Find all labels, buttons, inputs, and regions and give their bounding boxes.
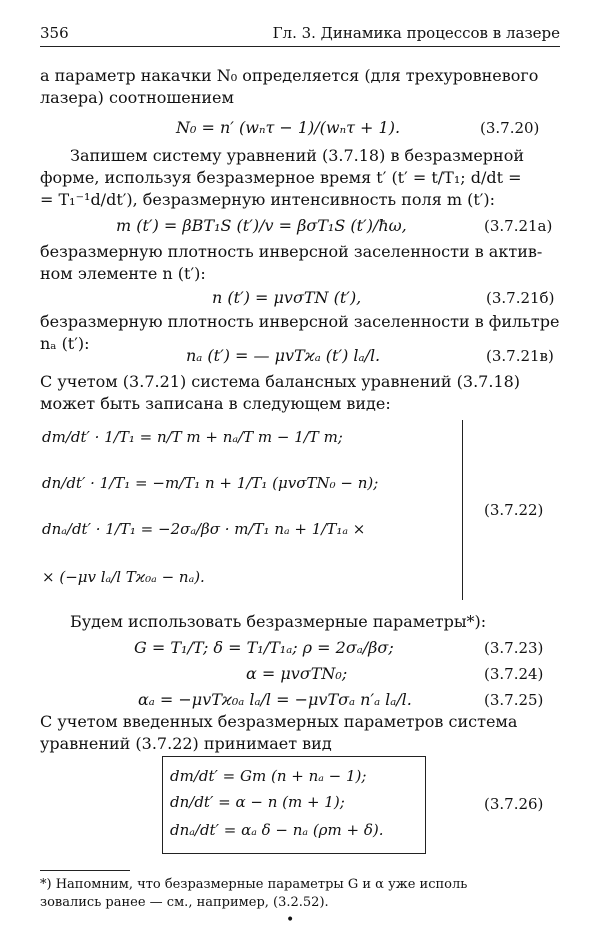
paragraph-line: безразмерную плотность инверсной заселенности в фильтре <box>40 312 560 331</box>
equation-3-7-21a: m (t′) = βBT₁S (t′)/v = βσT₁S (t′)/ħω, <box>116 216 407 235</box>
equation-number: (3.7.21в) <box>486 347 554 365</box>
footnote-rule <box>40 870 130 871</box>
equation-3-7-21v: nₐ (t′) = — μvTϰₐ (t′) lₐ/l. <box>186 346 381 365</box>
system-equation-line: dnₐ/dt′ · 1/T₁ = −2σₐ/βσ · m/T₁ nₐ + 1/T₁ₐ × <box>42 520 366 538</box>
boxed-equation-line: dm/dt′ = Gm (n + nₐ − 1); <box>170 767 367 785</box>
paragraph-line: = T₁⁻¹d/dt′), безразмерную интенсивность поля m (t′): <box>40 190 496 209</box>
equation-3-7-20: N₀ = n′ (wₙτ − 1)/(wₙτ + 1). <box>176 118 401 137</box>
paragraph-line: а параметр накачки N₀ определяется (для трехуровневого <box>40 66 539 85</box>
paragraph-line: ном элементе n (t′): <box>40 264 206 283</box>
equation-number: (3.7.20) <box>480 119 540 137</box>
paragraph-line: уравнений (3.7.22) принимает вид <box>40 734 332 753</box>
paragraph-line: лазера) соотношением <box>40 88 234 107</box>
paragraph-line: безразмерную плотность инверсной заселенности в актив- <box>40 242 543 261</box>
system-brace <box>452 420 463 600</box>
paragraph-line: С учетом (3.7.21) система балансных уравнений (3.7.18) <box>40 372 521 391</box>
equation-number: (3.7.23) <box>484 639 544 657</box>
equation-number: (3.7.24) <box>484 665 544 683</box>
equation-number: (3.7.26) <box>484 795 544 813</box>
page-header <box>40 22 560 47</box>
equation-number: (3.7.22) <box>484 501 544 519</box>
equation-number: (3.7.21б) <box>486 289 555 307</box>
footnote-line: зовались ранее — см., например, (3.2.52). <box>40 895 329 910</box>
footnote-line: *) Напомним, что безразмерные параметры G и α уже исполь <box>40 877 468 892</box>
system-equation-line: dm/dt′ · 1/T₁ = n/T m + nₐ/T m − 1/T m; <box>42 428 343 446</box>
bottom-mark: • <box>286 912 295 928</box>
paragraph-line: С учетом введенных безразмерных параметров система <box>40 712 518 731</box>
boxed-equation-line: dn/dt′ = α − n (m + 1); <box>170 793 345 811</box>
equation-number: (3.7.25) <box>484 691 544 709</box>
running-title: Гл. 3. Динамика процессов в лазере <box>272 24 560 42</box>
equation-3-7-25: αₐ = −μvTϰ₀ₐ lₐ/l = −μvTσₐ n′ₐ lₐ/l. <box>138 690 412 709</box>
equation-3-7-23: G = T₁/T; δ = T₁/T₁ₐ; ρ = 2σₐ/βσ; <box>134 638 394 657</box>
page-number: 356 <box>40 24 69 42</box>
system-equation-line: dn/dt′ · 1/T₁ = −m/T₁ n + 1/T₁ (μvσTN₀ − n); <box>42 474 379 492</box>
paragraph-line: Будем использовать безразмерные параметры*): <box>70 612 487 631</box>
paragraph-line: может быть записана в следующем виде: <box>40 394 391 413</box>
paragraph-line: форме, используя безразмерное время t′ (t′ = t/T₁; d/dt = <box>40 168 522 187</box>
equation-3-7-24: α = μvσTN₀; <box>246 664 348 683</box>
equation-3-7-21b: n (t′) = μvσTN (t′), <box>212 288 362 307</box>
boxed-equation-line: dnₐ/dt′ = αₐ δ − nₐ (ρm + δ). <box>170 821 384 839</box>
paragraph-line: nₐ (t′): <box>40 334 90 353</box>
system-equation-line: × (−μv lₐ/l Tϰ₀ₐ − nₐ). <box>42 568 205 586</box>
equation-number: (3.7.21а) <box>484 217 553 235</box>
paragraph-line: Запишем систему уравнений (3.7.18) в безразмерной <box>70 146 524 165</box>
